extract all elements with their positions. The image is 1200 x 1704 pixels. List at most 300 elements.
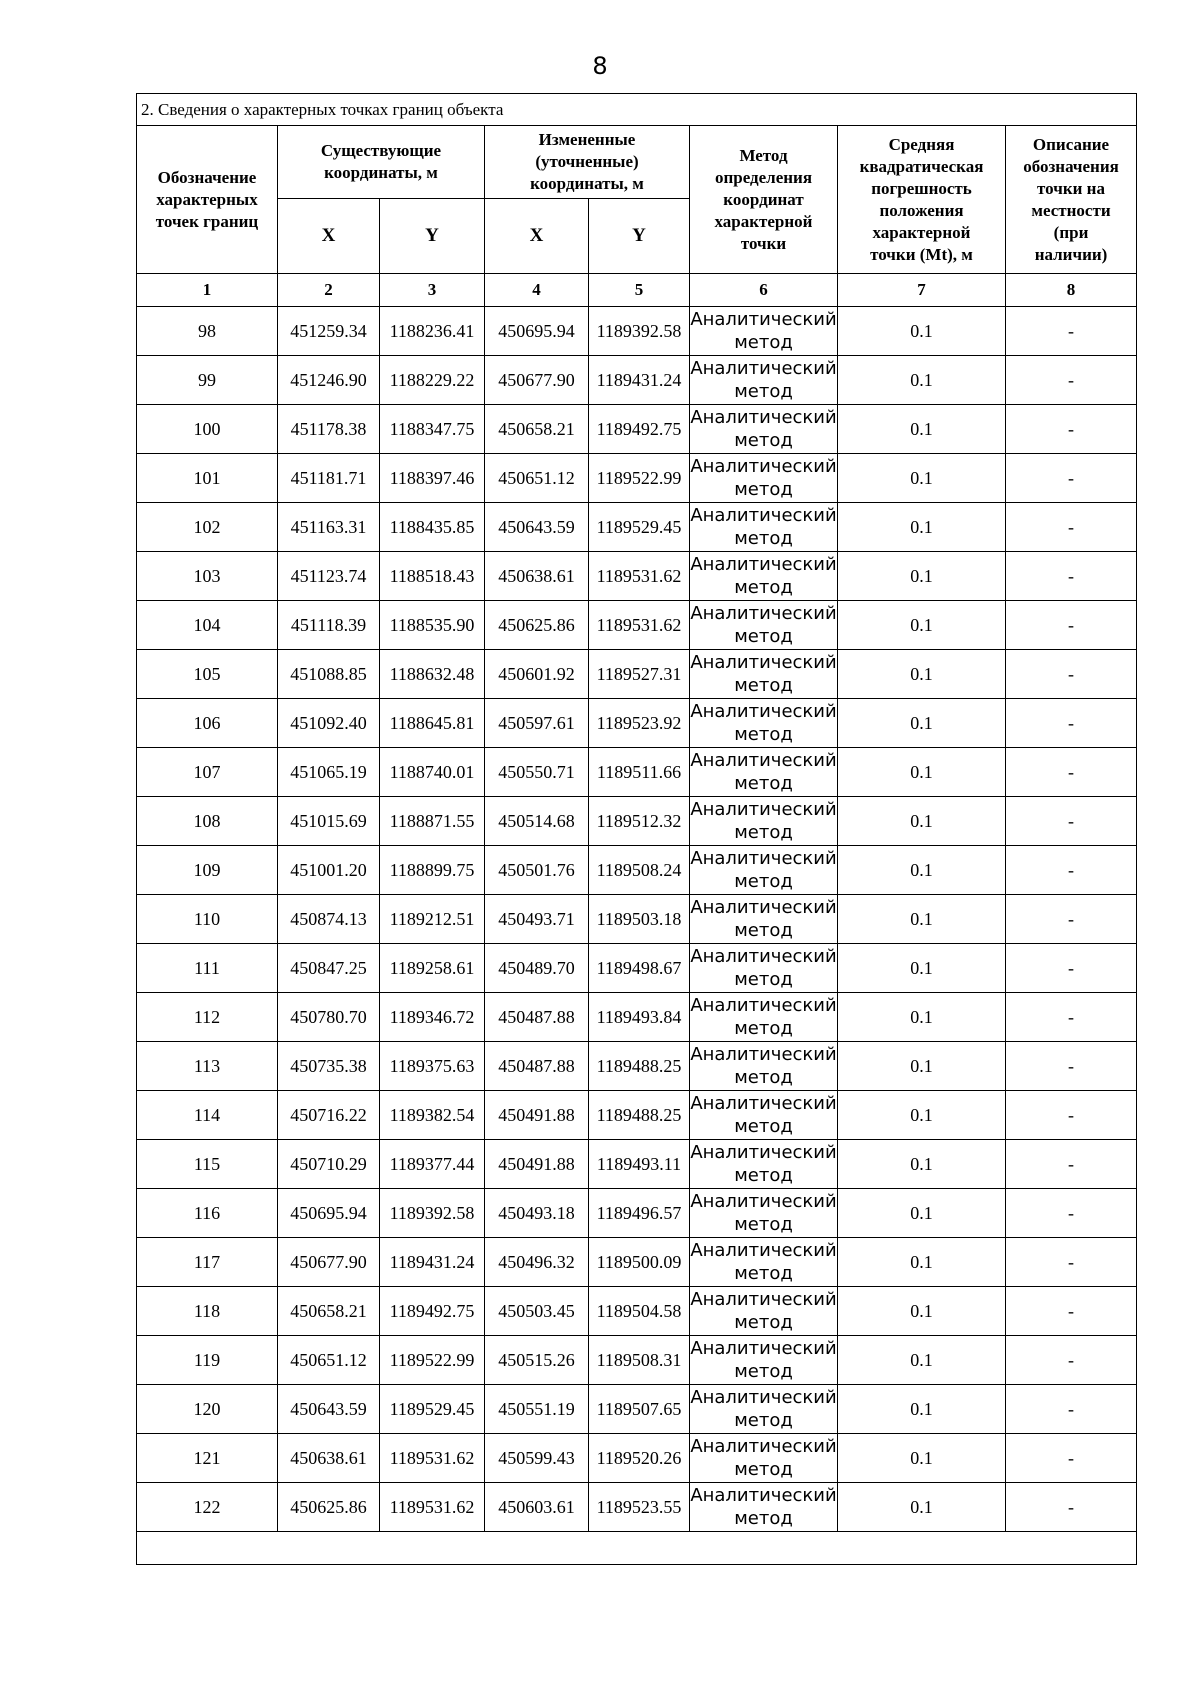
method-line: Аналитический [690, 1191, 837, 1212]
point-id-cell: 98 [137, 307, 278, 356]
accuracy-cell: 0.1 [838, 699, 1006, 748]
column-number-7: 7 [838, 274, 1006, 307]
method-line: метод [734, 1508, 793, 1529]
accuracy-cell: 0.1 [838, 944, 1006, 993]
point-id-cell: 122 [137, 1483, 278, 1532]
changed-x-cell: 450651.12 [485, 454, 589, 503]
method-line: Аналитический [690, 1142, 837, 1163]
table-row [137, 993, 1137, 1042]
method-cell [690, 454, 838, 503]
changed-x-cell: 450677.90 [485, 356, 589, 405]
changed-y-cell: 1189498.67 [589, 944, 690, 993]
method-line: Аналитический [690, 1338, 837, 1359]
method-cell [690, 405, 838, 454]
point-id-cell: 116 [137, 1189, 278, 1238]
changed-x-cell: 450550.71 [485, 748, 589, 797]
description-cell: - [1006, 846, 1137, 895]
existing-y-cell: 1188518.43 [380, 552, 485, 601]
method-cell [690, 1189, 838, 1238]
existing-y-cell: 1188535.90 [380, 601, 485, 650]
changed-y-cell: 1189508.24 [589, 846, 690, 895]
changed-x-cell: 450599.43 [485, 1434, 589, 1483]
method-cell [690, 1091, 838, 1140]
table-row [137, 1042, 1137, 1091]
accuracy-cell: 0.1 [838, 1287, 1006, 1336]
point-id-cell: 110 [137, 895, 278, 944]
method-line: метод [734, 1312, 793, 1333]
method-line: Аналитический [690, 1093, 837, 1114]
accuracy-cell: 0.1 [838, 1385, 1006, 1434]
description-cell: - [1006, 552, 1137, 601]
description-cell: - [1006, 356, 1137, 405]
method-cell [690, 1042, 838, 1091]
existing-x-cell: 450625.86 [278, 1483, 380, 1532]
existing-y-cell: 1189392.58 [380, 1189, 485, 1238]
accuracy-cell: 0.1 [838, 895, 1006, 944]
header-method: Метод определения координат характерной точки [690, 126, 838, 274]
existing-x-cell: 450677.90 [278, 1238, 380, 1287]
accuracy-cell: 0.1 [838, 405, 1006, 454]
changed-y-cell: 1189522.99 [589, 454, 690, 503]
method-line: Аналитический [690, 505, 837, 526]
method-line: метод [734, 675, 793, 696]
method-cell [690, 846, 838, 895]
changed-x-cell: 450551.19 [485, 1385, 589, 1434]
method-line: Аналитический [690, 946, 837, 967]
existing-y-cell: 1188229.22 [380, 356, 485, 405]
point-id-cell: 109 [137, 846, 278, 895]
changed-x-cell: 450491.88 [485, 1091, 589, 1140]
point-id-cell: 108 [137, 797, 278, 846]
existing-y-cell: 1189375.63 [380, 1042, 485, 1091]
method-cell [690, 1336, 838, 1385]
header-existing-y: Y [380, 199, 485, 274]
header-description: Описание обозначения точки на местности (при наличии) [1006, 126, 1137, 274]
method-line: метод [734, 332, 793, 353]
point-id-cell: 103 [137, 552, 278, 601]
description-cell: - [1006, 1287, 1137, 1336]
description-cell: - [1006, 993, 1137, 1042]
changed-y-cell: 1189488.25 [589, 1042, 690, 1091]
existing-x-cell: 451259.34 [278, 307, 380, 356]
table-row [137, 1434, 1137, 1483]
point-id-cell: 115 [137, 1140, 278, 1189]
accuracy-cell: 0.1 [838, 307, 1006, 356]
existing-y-cell: 1189531.62 [380, 1483, 485, 1532]
changed-y-cell: 1189531.62 [589, 552, 690, 601]
table-row [137, 895, 1137, 944]
method-line: метод [734, 724, 793, 745]
accuracy-cell: 0.1 [838, 356, 1006, 405]
accuracy-cell: 0.1 [838, 1042, 1006, 1091]
header-point: Обозначение характерных точек границ [137, 126, 278, 274]
changed-x-cell: 450658.21 [485, 405, 589, 454]
table-row [137, 405, 1137, 454]
accuracy-cell: 0.1 [838, 454, 1006, 503]
changed-x-cell: 450487.88 [485, 1042, 589, 1091]
method-line: метод [734, 479, 793, 500]
method-cell [690, 307, 838, 356]
changed-y-cell: 1189488.25 [589, 1091, 690, 1140]
method-line: метод [734, 1459, 793, 1480]
accuracy-cell: 0.1 [838, 1091, 1006, 1140]
method-line: метод [734, 1116, 793, 1137]
point-id-cell: 99 [137, 356, 278, 405]
changed-x-cell: 450597.61 [485, 699, 589, 748]
method-line: Аналитический [690, 407, 837, 428]
accuracy-cell: 0.1 [838, 748, 1006, 797]
accuracy-cell: 0.1 [838, 503, 1006, 552]
header-changed-coordinates: Измененные (уточненные) координаты, м [485, 126, 690, 199]
existing-y-cell: 1189382.54 [380, 1091, 485, 1140]
method-line: Аналитический [690, 603, 837, 624]
point-id-cell: 113 [137, 1042, 278, 1091]
method-line: Аналитический [690, 309, 837, 330]
changed-y-cell: 1189496.57 [589, 1189, 690, 1238]
existing-x-cell: 450847.25 [278, 944, 380, 993]
existing-x-cell: 451001.20 [278, 846, 380, 895]
table-row [137, 944, 1137, 993]
column-number-4: 4 [485, 274, 589, 307]
description-cell: - [1006, 748, 1137, 797]
table-row [137, 1385, 1137, 1434]
method-cell [690, 650, 838, 699]
column-number-1: 1 [137, 274, 278, 307]
accuracy-cell: 0.1 [838, 601, 1006, 650]
table-row [137, 503, 1137, 552]
existing-x-cell: 451163.31 [278, 503, 380, 552]
description-cell: - [1006, 944, 1137, 993]
accuracy-cell: 0.1 [838, 846, 1006, 895]
empty-footer-row [137, 1532, 1137, 1565]
description-cell: - [1006, 699, 1137, 748]
method-line: Аналитический [690, 750, 837, 771]
existing-x-cell: 450638.61 [278, 1434, 380, 1483]
changed-x-cell: 450489.70 [485, 944, 589, 993]
method-cell [690, 356, 838, 405]
method-line: Аналитический [690, 554, 837, 575]
method-line: метод [734, 1214, 793, 1235]
table-row [137, 846, 1137, 895]
header-accuracy: Средняя квадратическая погрешность положения характерной точки (Mt), м [838, 126, 1006, 274]
method-line: Аналитический [690, 652, 837, 673]
column-numbers-row [137, 274, 1137, 307]
table-row [137, 307, 1137, 356]
method-cell [690, 699, 838, 748]
description-cell: - [1006, 601, 1137, 650]
description-cell: - [1006, 1385, 1137, 1434]
changed-x-cell: 450493.18 [485, 1189, 589, 1238]
accuracy-cell: 0.1 [838, 1336, 1006, 1385]
table-row [137, 356, 1137, 405]
method-cell [690, 1140, 838, 1189]
table-row [137, 797, 1137, 846]
table-row [137, 1189, 1137, 1238]
column-number-6: 6 [690, 274, 838, 307]
accuracy-cell: 0.1 [838, 993, 1006, 1042]
point-id-cell: 114 [137, 1091, 278, 1140]
table-row [137, 699, 1137, 748]
section-title: 2. Сведения о характерных точках границ объекта [137, 94, 1137, 126]
method-cell [690, 748, 838, 797]
existing-x-cell: 450874.13 [278, 895, 380, 944]
existing-x-cell: 451092.40 [278, 699, 380, 748]
changed-y-cell: 1189531.62 [589, 601, 690, 650]
existing-x-cell: 451178.38 [278, 405, 380, 454]
table-row [137, 1336, 1137, 1385]
method-line: Аналитический [690, 995, 837, 1016]
description-cell: - [1006, 1091, 1137, 1140]
method-cell [690, 1385, 838, 1434]
existing-y-cell: 1189522.99 [380, 1336, 485, 1385]
existing-x-cell: 450716.22 [278, 1091, 380, 1140]
existing-y-cell: 1189346.72 [380, 993, 485, 1042]
changed-y-cell: 1189523.92 [589, 699, 690, 748]
point-id-cell: 104 [137, 601, 278, 650]
table-row [137, 1238, 1137, 1287]
accuracy-cell: 0.1 [838, 552, 1006, 601]
existing-y-cell: 1189529.45 [380, 1385, 485, 1434]
method-line: метод [734, 528, 793, 549]
description-cell: - [1006, 454, 1137, 503]
method-line: метод [734, 920, 793, 941]
method-cell [690, 1483, 838, 1532]
changed-y-cell: 1189507.65 [589, 1385, 690, 1434]
method-line: Аналитический [690, 897, 837, 918]
accuracy-cell: 0.1 [838, 1434, 1006, 1483]
table-row [137, 650, 1137, 699]
changed-x-cell: 450638.61 [485, 552, 589, 601]
method-line: Аналитический [690, 799, 837, 820]
existing-x-cell: 450780.70 [278, 993, 380, 1042]
header-existing-coordinates: Существующие координаты, м [278, 126, 485, 199]
changed-y-cell: 1189504.58 [589, 1287, 690, 1336]
changed-x-cell: 450695.94 [485, 307, 589, 356]
existing-x-cell: 451181.71 [278, 454, 380, 503]
method-line: метод [734, 577, 793, 598]
point-id-cell: 106 [137, 699, 278, 748]
changed-y-cell: 1189508.31 [589, 1336, 690, 1385]
changed-y-cell: 1189431.24 [589, 356, 690, 405]
method-line: Аналитический [690, 1485, 837, 1506]
method-cell [690, 944, 838, 993]
changed-y-cell: 1189392.58 [589, 307, 690, 356]
method-line: Аналитический [690, 1044, 837, 1065]
table-row [137, 552, 1137, 601]
existing-y-cell: 1188236.41 [380, 307, 485, 356]
changed-y-cell: 1189527.31 [589, 650, 690, 699]
existing-y-cell: 1188632.48 [380, 650, 485, 699]
method-cell [690, 1434, 838, 1483]
existing-y-cell: 1188347.75 [380, 405, 485, 454]
description-cell: - [1006, 650, 1137, 699]
accuracy-cell: 0.1 [838, 1140, 1006, 1189]
existing-x-cell: 451065.19 [278, 748, 380, 797]
column-number-5: 5 [589, 274, 690, 307]
method-line: Аналитический [690, 1387, 837, 1408]
existing-x-cell: 451088.85 [278, 650, 380, 699]
changed-y-cell: 1189523.55 [589, 1483, 690, 1532]
point-id-cell: 118 [137, 1287, 278, 1336]
method-line: Аналитический [690, 1436, 837, 1457]
page-number: 8 [592, 52, 608, 80]
table-row [137, 1287, 1137, 1336]
point-id-cell: 120 [137, 1385, 278, 1434]
description-cell: - [1006, 1336, 1137, 1385]
existing-x-cell: 450651.12 [278, 1336, 380, 1385]
changed-x-cell: 450496.32 [485, 1238, 589, 1287]
column-number-2: 2 [278, 274, 380, 307]
changed-x-cell: 450514.68 [485, 797, 589, 846]
method-cell [690, 552, 838, 601]
existing-x-cell: 450643.59 [278, 1385, 380, 1434]
existing-y-cell: 1189377.44 [380, 1140, 485, 1189]
existing-x-cell: 450735.38 [278, 1042, 380, 1091]
method-line: метод [734, 871, 793, 892]
method-cell [690, 895, 838, 944]
changed-y-cell: 1189493.84 [589, 993, 690, 1042]
point-id-cell: 101 [137, 454, 278, 503]
point-id-cell: 107 [137, 748, 278, 797]
changed-y-cell: 1189511.66 [589, 748, 690, 797]
changed-x-cell: 450501.76 [485, 846, 589, 895]
changed-x-cell: 450601.92 [485, 650, 589, 699]
column-number-8: 8 [1006, 274, 1137, 307]
changed-y-cell: 1189503.18 [589, 895, 690, 944]
changed-y-cell: 1189520.26 [589, 1434, 690, 1483]
changed-x-cell: 450625.86 [485, 601, 589, 650]
header-existing-x: X [278, 199, 380, 274]
existing-x-cell: 451015.69 [278, 797, 380, 846]
description-cell: - [1006, 797, 1137, 846]
changed-y-cell: 1189492.75 [589, 405, 690, 454]
table-row [137, 748, 1137, 797]
description-cell: - [1006, 1434, 1137, 1483]
method-cell [690, 993, 838, 1042]
table-row [137, 601, 1137, 650]
description-cell: - [1006, 1238, 1137, 1287]
method-line: Аналитический [690, 456, 837, 477]
changed-x-cell: 450503.45 [485, 1287, 589, 1336]
existing-x-cell: 451246.90 [278, 356, 380, 405]
method-line: Аналитический [690, 358, 837, 379]
changed-x-cell: 450515.26 [485, 1336, 589, 1385]
method-cell [690, 797, 838, 846]
point-id-cell: 117 [137, 1238, 278, 1287]
existing-y-cell: 1189531.62 [380, 1434, 485, 1483]
header-changed-y: Y [589, 199, 690, 274]
existing-y-cell: 1189258.61 [380, 944, 485, 993]
accuracy-cell: 0.1 [838, 650, 1006, 699]
description-cell: - [1006, 1189, 1137, 1238]
table-row [137, 454, 1137, 503]
method-line: Аналитический [690, 1289, 837, 1310]
description-cell: - [1006, 503, 1137, 552]
method-cell [690, 1238, 838, 1287]
method-cell [690, 503, 838, 552]
existing-y-cell: 1188871.55 [380, 797, 485, 846]
accuracy-cell: 0.1 [838, 1238, 1006, 1287]
accuracy-cell: 0.1 [838, 797, 1006, 846]
point-id-cell: 100 [137, 405, 278, 454]
method-line: Аналитический [690, 1240, 837, 1261]
table-row [137, 1091, 1137, 1140]
existing-x-cell: 450695.94 [278, 1189, 380, 1238]
changed-y-cell: 1189500.09 [589, 1238, 690, 1287]
point-id-cell: 111 [137, 944, 278, 993]
method-line: метод [734, 626, 793, 647]
existing-y-cell: 1188899.75 [380, 846, 485, 895]
existing-y-cell: 1189212.51 [380, 895, 485, 944]
changed-x-cell: 450643.59 [485, 503, 589, 552]
existing-x-cell: 451123.74 [278, 552, 380, 601]
table-body [137, 307, 1137, 1532]
method-line: метод [734, 381, 793, 402]
header-changed-x: X [485, 199, 589, 274]
method-line: метод [734, 1067, 793, 1088]
existing-y-cell: 1189492.75 [380, 1287, 485, 1336]
changed-x-cell: 450493.71 [485, 895, 589, 944]
existing-x-cell: 450710.29 [278, 1140, 380, 1189]
point-id-cell: 121 [137, 1434, 278, 1483]
method-cell [690, 601, 838, 650]
point-id-cell: 105 [137, 650, 278, 699]
existing-y-cell: 1188435.85 [380, 503, 485, 552]
method-line: метод [734, 1361, 793, 1382]
point-id-cell: 112 [137, 993, 278, 1042]
description-cell: - [1006, 895, 1137, 944]
method-line: метод [734, 969, 793, 990]
method-line: метод [734, 1410, 793, 1431]
existing-y-cell: 1188740.01 [380, 748, 485, 797]
existing-x-cell: 451118.39 [278, 601, 380, 650]
description-cell: - [1006, 405, 1137, 454]
description-cell: - [1006, 1483, 1137, 1532]
existing-y-cell: 1189431.24 [380, 1238, 485, 1287]
column-number-3: 3 [380, 274, 485, 307]
method-cell [690, 1287, 838, 1336]
method-line: метод [734, 773, 793, 794]
point-id-cell: 102 [137, 503, 278, 552]
existing-y-cell: 1188397.46 [380, 454, 485, 503]
changed-x-cell: 450603.61 [485, 1483, 589, 1532]
existing-x-cell: 450658.21 [278, 1287, 380, 1336]
accuracy-cell: 0.1 [838, 1189, 1006, 1238]
method-line: метод [734, 1165, 793, 1186]
table-row [137, 1140, 1137, 1189]
method-line: метод [734, 430, 793, 451]
changed-y-cell: 1189512.32 [589, 797, 690, 846]
description-cell: - [1006, 1042, 1137, 1091]
table-row [137, 1483, 1137, 1532]
existing-y-cell: 1188645.81 [380, 699, 485, 748]
description-cell: - [1006, 1140, 1137, 1189]
method-line: метод [734, 1263, 793, 1284]
description-cell: - [1006, 307, 1137, 356]
accuracy-cell: 0.1 [838, 1483, 1006, 1532]
method-line: Аналитический [690, 848, 837, 869]
changed-y-cell: 1189529.45 [589, 503, 690, 552]
method-line: Аналитический [690, 701, 837, 722]
boundary-points-table [136, 93, 1137, 1565]
document-body [136, 93, 1136, 1565]
point-id-cell: 119 [137, 1336, 278, 1385]
method-line: метод [734, 822, 793, 843]
method-line: метод [734, 1018, 793, 1039]
changed-x-cell: 450491.88 [485, 1140, 589, 1189]
changed-x-cell: 450487.88 [485, 993, 589, 1042]
changed-y-cell: 1189493.11 [589, 1140, 690, 1189]
